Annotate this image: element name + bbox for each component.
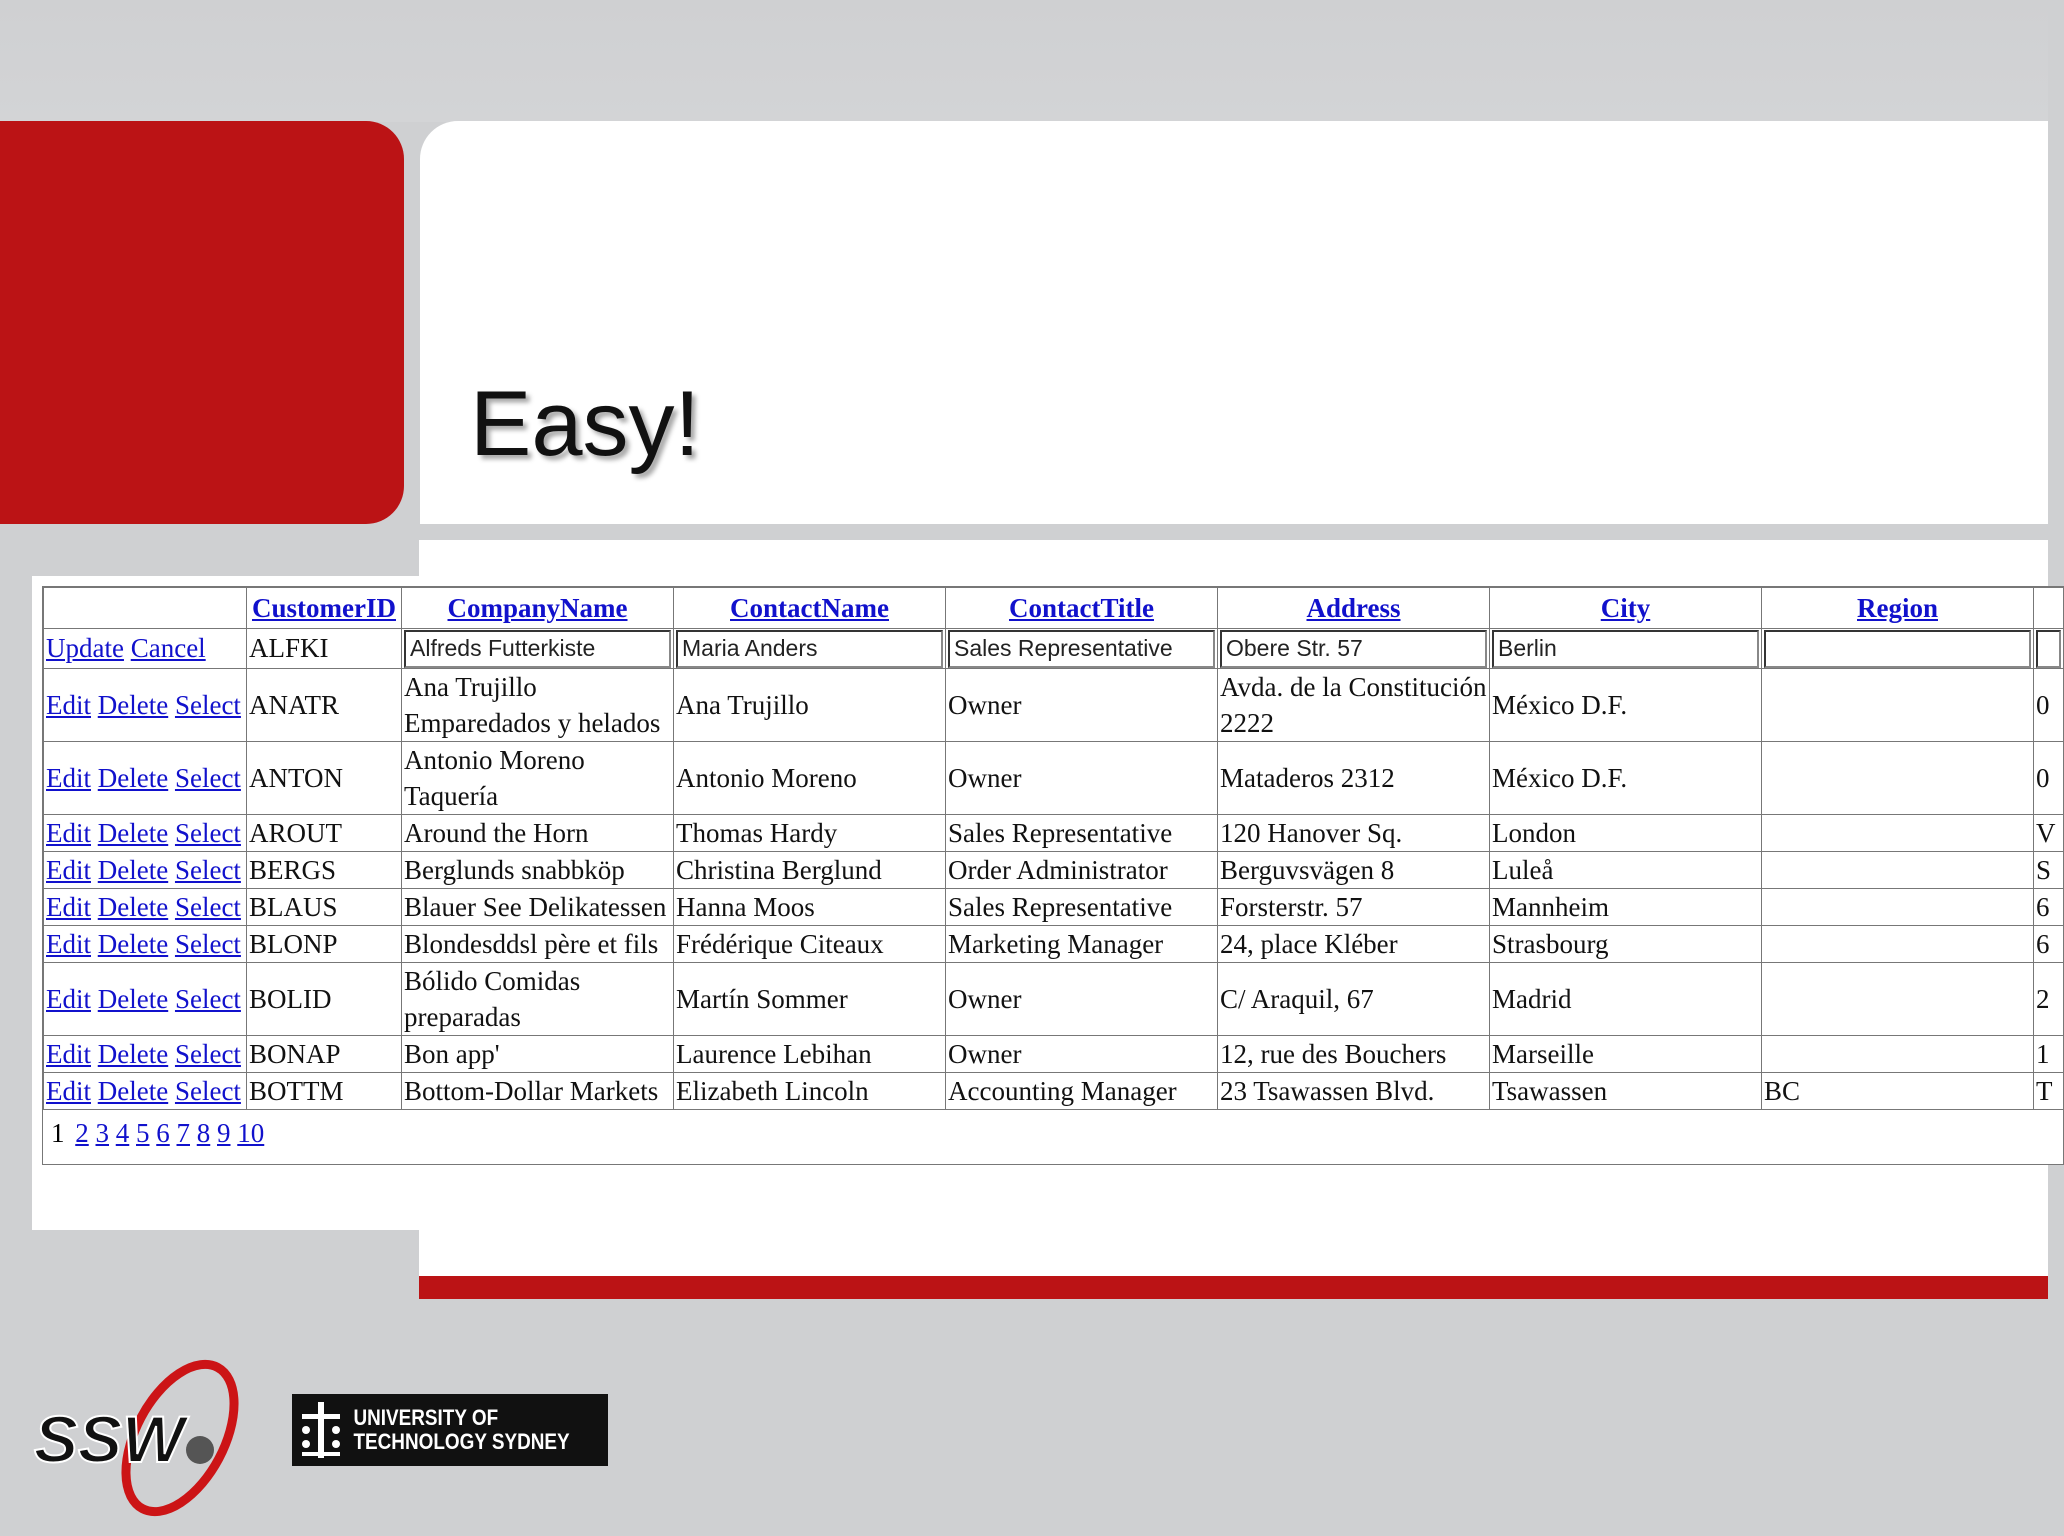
- pager-page-link[interactable]: 7: [176, 1117, 190, 1148]
- delete-link[interactable]: Delete: [97, 689, 169, 720]
- column-header: [402, 588, 674, 629]
- pager-page-link[interactable]: 10: [237, 1117, 265, 1148]
- region-cell: BC: [1762, 1072, 2034, 1109]
- address-cell: Mataderos 2312: [1218, 741, 1490, 814]
- select-link[interactable]: Select: [174, 928, 241, 959]
- company-name-input[interactable]: [404, 630, 671, 668]
- cancel-link[interactable]: Cancel: [130, 633, 206, 664]
- contact-name-cell: Ana Trujillo: [674, 668, 946, 741]
- region-cell: [1762, 851, 2034, 888]
- pager-page-link[interactable]: 4: [115, 1117, 130, 1148]
- edit-row-city-cell: [1490, 629, 1762, 669]
- edit-row-region-cell: [1762, 629, 2034, 669]
- contact-title-cell: Accounting Manager: [946, 1072, 1218, 1109]
- city-input[interactable]: [1492, 630, 1759, 668]
- company-name-cell: Berglunds snabbköp: [402, 851, 674, 888]
- select-link[interactable]: Select: [174, 817, 241, 848]
- delete-link[interactable]: Delete: [97, 854, 169, 885]
- postal-code-cell: 0: [2034, 741, 2064, 814]
- postal-code-cell: T: [2034, 1072, 2064, 1109]
- column-header: [946, 588, 1218, 629]
- delete-link[interactable]: Delete: [97, 928, 169, 959]
- row-actions: [44, 888, 247, 925]
- table-row: [44, 962, 2064, 1035]
- contact-name-cell: Elizabeth Lincoln: [674, 1072, 946, 1109]
- region-cell: [1762, 925, 2034, 962]
- company-name-cell: Antonio Moreno Taquería: [402, 741, 674, 814]
- table-row: [44, 1072, 2064, 1109]
- contact-name-cell: Hanna Moos: [674, 888, 946, 925]
- sort-link-contactname[interactable]: ContactName: [730, 593, 889, 623]
- gridview-screenshot: [32, 576, 2056, 1230]
- postal-code-cell: 1: [2034, 1035, 2064, 1072]
- delete-link[interactable]: Delete: [97, 983, 169, 1014]
- address-cell: Forsterstr. 57: [1218, 888, 1490, 925]
- postal-code-cell: V: [2034, 814, 2064, 851]
- customer-id-cell: BOLID: [247, 962, 402, 1035]
- edit-row-company-cell: [402, 629, 674, 669]
- region-cell: [1762, 668, 2034, 741]
- pager-page-link[interactable]: 5: [136, 1117, 150, 1148]
- sort-link-address[interactable]: Address: [1306, 593, 1401, 623]
- table-header-row: [44, 588, 2064, 629]
- customer-id-cell: BERGS: [247, 851, 402, 888]
- slide-title: Easy!: [470, 373, 701, 475]
- address-cell: C/ Araquil, 67: [1218, 962, 1490, 1035]
- address-cell: Berguvsvägen 8: [1218, 851, 1490, 888]
- pager-page-link[interactable]: 2: [75, 1117, 89, 1148]
- contact-name-cell: Laurence Lebihan: [674, 1035, 946, 1072]
- region-cell: [1762, 814, 2034, 851]
- update-link[interactable]: Update: [46, 633, 124, 664]
- delete-link[interactable]: Delete: [97, 1075, 169, 1106]
- pager-page-link[interactable]: 9: [217, 1117, 231, 1148]
- edit-row-next-cell: [2034, 629, 2064, 669]
- select-link[interactable]: Select: [174, 1038, 241, 1069]
- customer-id-cell: ANATR: [247, 668, 402, 741]
- contact-title-cell: Sales Representative: [946, 888, 1218, 925]
- pager-page-link[interactable]: 6: [156, 1117, 170, 1148]
- customer-id-cell: BONAP: [247, 1035, 402, 1072]
- contact-title-cell: Order Administrator: [946, 851, 1218, 888]
- sort-link-contacttitle[interactable]: ContactTitle: [1009, 593, 1154, 623]
- company-name-cell: Blauer See Delikatessen: [402, 888, 674, 925]
- ssw-logo-text: SSW: [34, 1402, 185, 1476]
- delete-link[interactable]: Delete: [97, 817, 169, 848]
- city-cell: Tsawassen: [1490, 1072, 1762, 1109]
- contact-title-cell: Marketing Manager: [946, 925, 1218, 962]
- pager-page-link[interactable]: 3: [95, 1117, 109, 1148]
- region-cell: [1762, 741, 2034, 814]
- city-cell: Luleå: [1490, 851, 1762, 888]
- column-header: [247, 588, 402, 629]
- row-actions: [44, 925, 247, 962]
- ssw-logo: [30, 1350, 240, 1520]
- edit-row: [44, 629, 2064, 669]
- customers-table: [43, 587, 2064, 1110]
- table-row: [44, 1035, 2064, 1072]
- customer-id-cell: AROUT: [247, 814, 402, 851]
- postal-code-input[interactable]: [2036, 630, 2061, 668]
- edit-row-title-cell: [946, 629, 1218, 669]
- table-row: [44, 888, 2064, 925]
- contact-title-cell: Owner: [946, 962, 1218, 1035]
- contact-title-cell: Sales Representative: [946, 814, 1218, 851]
- edit-link[interactable]: Edit: [46, 762, 91, 793]
- customer-id-cell: BLAUS: [247, 888, 402, 925]
- column-header: [674, 588, 946, 629]
- company-name-cell: Around the Horn: [402, 814, 674, 851]
- address-cell: Avda. de la Constitución 2222: [1218, 668, 1490, 741]
- edit-row-customer-id: ALFKI: [247, 629, 402, 669]
- contact-name-input[interactable]: [676, 630, 943, 668]
- region-cell: [1762, 1035, 2034, 1072]
- customer-id-cell: BLONP: [247, 925, 402, 962]
- address-cell: 12, rue des Bouchers: [1218, 1035, 1490, 1072]
- edit-link[interactable]: Edit: [46, 1075, 91, 1106]
- row-actions: [44, 851, 247, 888]
- edit-row-address-cell: [1218, 629, 1490, 669]
- company-name-cell: Bottom-Dollar Markets: [402, 1072, 674, 1109]
- contact-title-cell: Owner: [946, 741, 1218, 814]
- contact-title-cell: Owner: [946, 668, 1218, 741]
- region-cell: [1762, 962, 2034, 1035]
- edit-row-actions: [44, 629, 247, 669]
- city-cell: México D.F.: [1490, 668, 1762, 741]
- postal-code-cell: 2: [2034, 962, 2064, 1035]
- column-header: [1218, 588, 1490, 629]
- city-cell: Marseille: [1490, 1035, 1762, 1072]
- row-actions: [44, 1035, 247, 1072]
- row-actions: [44, 1072, 247, 1109]
- company-name-cell: Bon app': [402, 1035, 674, 1072]
- slide-top-band: [0, 0, 2048, 122]
- sort-link-city[interactable]: City: [1600, 593, 1651, 623]
- company-name-cell: Blondesddsl père et fils: [402, 925, 674, 962]
- company-name-cell: Bólido Comidas preparadas: [402, 962, 674, 1035]
- delete-link[interactable]: Delete: [97, 762, 169, 793]
- row-actions: [44, 814, 247, 851]
- column-header: [44, 588, 247, 629]
- column-header: [1762, 588, 2034, 629]
- contact-title-cell: Owner: [946, 1035, 1218, 1072]
- select-link[interactable]: Select: [174, 1075, 241, 1106]
- city-cell: Strasbourg: [1490, 925, 1762, 962]
- contact-name-cell: Antonio Moreno: [674, 741, 946, 814]
- table-row: [44, 814, 2064, 851]
- sort-link-region[interactable]: Region: [1857, 593, 1938, 623]
- postal-code-cell: 0: [2034, 668, 2064, 741]
- row-actions: [44, 962, 247, 1035]
- region-input[interactable]: [1764, 630, 2031, 668]
- edit-link[interactable]: Edit: [46, 817, 91, 848]
- city-cell: Madrid: [1490, 962, 1762, 1035]
- pager: [43, 1110, 2063, 1164]
- postal-code-cell: 6: [2034, 925, 2064, 962]
- table-row: [44, 668, 2064, 741]
- pager-page-link[interactable]: 8: [196, 1117, 211, 1148]
- slide-red-accent-block: [0, 121, 404, 524]
- edit-link[interactable]: Edit: [46, 689, 91, 720]
- city-cell: Mannheim: [1490, 888, 1762, 925]
- contact-name-cell: Thomas Hardy: [674, 814, 946, 851]
- postal-code-cell: 6: [2034, 888, 2064, 925]
- edit-row-contact-cell: [674, 629, 946, 669]
- table-row: [44, 741, 2064, 814]
- address-cell: 120 Hanover Sq.: [1218, 814, 1490, 851]
- pager-current-page: 1: [51, 1117, 65, 1148]
- address-cell: 23 Tsawassen Blvd.: [1218, 1072, 1490, 1109]
- edit-link[interactable]: Edit: [46, 854, 91, 885]
- contact-name-cell: Frédérique Citeaux: [674, 925, 946, 962]
- column-header: [2034, 588, 2064, 629]
- region-cell: [1762, 888, 2034, 925]
- uts-crest-icon: [292, 1394, 350, 1466]
- sort-link-customerid[interactable]: CustomerID: [252, 593, 396, 623]
- uts-logo: [292, 1394, 608, 1466]
- company-name-cell: Ana Trujillo Emparedados y helados: [402, 668, 674, 741]
- address-input[interactable]: [1220, 630, 1487, 668]
- edit-link[interactable]: Edit: [46, 891, 91, 922]
- city-cell: México D.F.: [1490, 741, 1762, 814]
- delete-link[interactable]: Delete: [97, 891, 169, 922]
- table-row: [44, 925, 2064, 962]
- edit-link[interactable]: Edit: [46, 1038, 91, 1069]
- address-cell: 24, place Kléber: [1218, 925, 1490, 962]
- row-actions: [44, 741, 247, 814]
- select-link[interactable]: Select: [174, 891, 241, 922]
- select-link[interactable]: Select: [174, 689, 241, 720]
- column-header: [1490, 588, 1762, 629]
- contact-name-cell: Martín Sommer: [674, 962, 946, 1035]
- delete-link[interactable]: Delete: [97, 1038, 169, 1069]
- sort-link-companyname[interactable]: CompanyName: [447, 593, 628, 623]
- customer-id-cell: BOTTM: [247, 1072, 402, 1109]
- select-link[interactable]: Select: [174, 983, 241, 1014]
- uts-logo-text: UNIVERSITY OF TECHNOLOGY SYDNEY: [353, 1405, 570, 1454]
- city-cell: London: [1490, 814, 1762, 851]
- table-row: [44, 851, 2064, 888]
- row-actions: [44, 668, 247, 741]
- slide-red-bottom-bar: [419, 1276, 2048, 1299]
- gridview: [42, 586, 2064, 1165]
- edit-link[interactable]: Edit: [46, 928, 91, 959]
- select-link[interactable]: Select: [174, 762, 241, 793]
- customer-id-cell: ANTON: [247, 741, 402, 814]
- postal-code-cell: S: [2034, 851, 2064, 888]
- select-link[interactable]: Select: [174, 854, 241, 885]
- edit-link[interactable]: Edit: [46, 983, 91, 1014]
- contact-title-input[interactable]: [948, 630, 1215, 668]
- contact-name-cell: Christina Berglund: [674, 851, 946, 888]
